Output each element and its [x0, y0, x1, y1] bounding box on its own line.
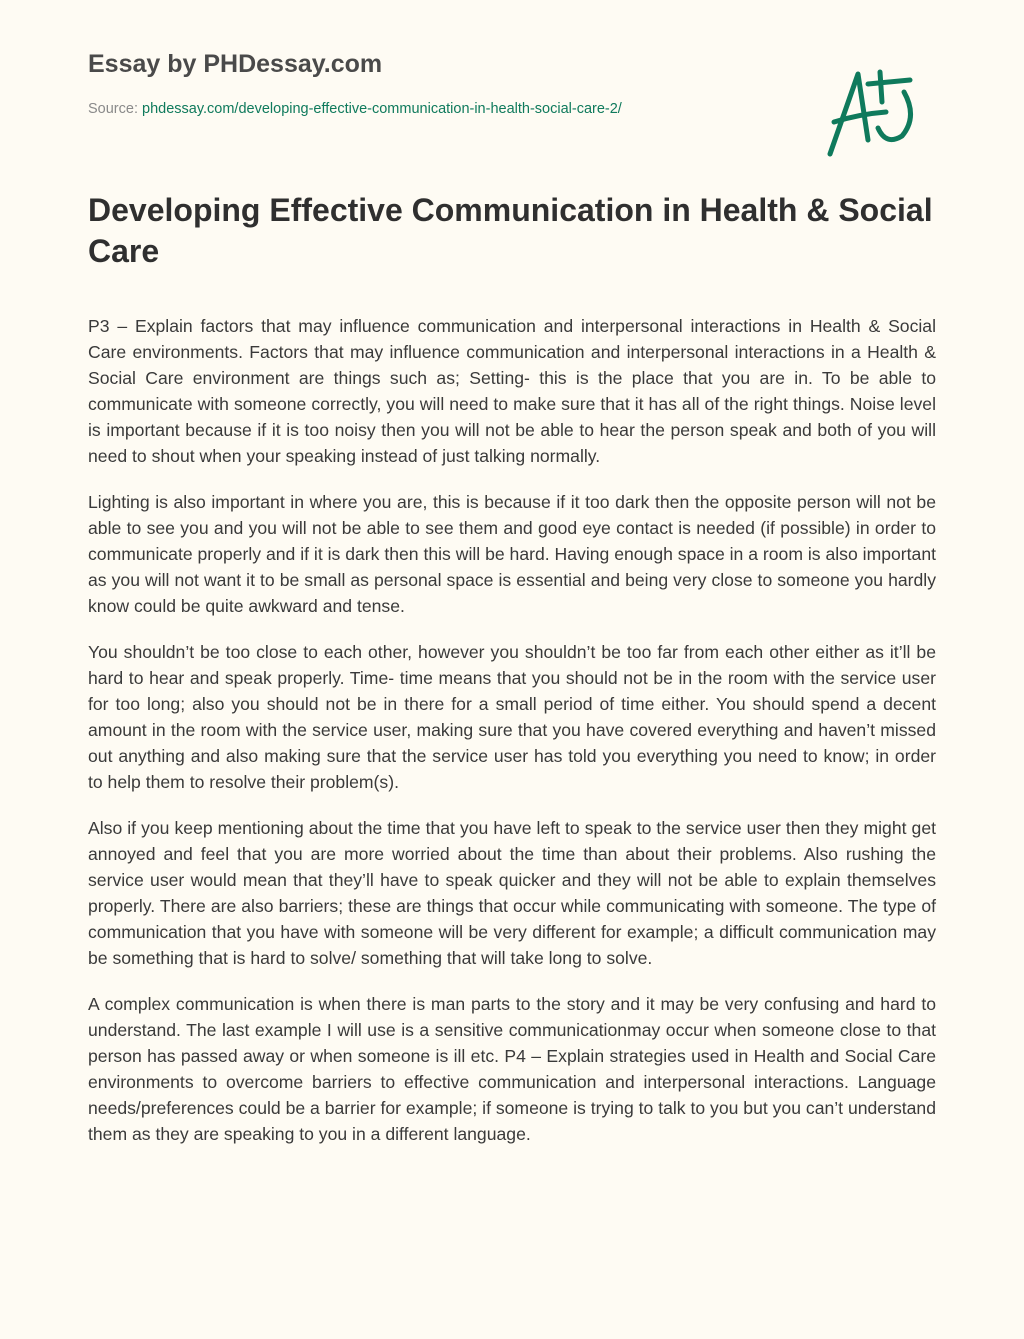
essay-title: Developing Effective Communication in Health & Social Care	[88, 192, 933, 269]
paragraph: A complex communication is when there is man parts to the story and it may be very confusing and hard to understand. The last example I will use is a sensitive communicationmay occur when someone close to that person has passed away or when someone is ill etc. P4 – Explain strategies used in Health and Social Care environments to overcome barriers to effective communication and interpersonal interactions. Language needs/preferences could be a barrier for example; if someone is trying to talk to you but you can’t understand them as they are speaking to you in a different language.	[88, 994, 936, 1144]
site-brand: Essay by PHDessay.com	[88, 50, 383, 78]
paragraph: P3 – Explain factors that may influence communication and interpersonal interactions in Health & Social Care environments. Factors that may influence communication and interpersonal interactions in a Health & Social Care environment are things such as; Setting- this is the place that you are in. To be able to communicate with someone correctly, you will need to make sure that it has all of the right things. Noise level is important because if it is too noisy then you will not be able to hear the person speak and both of you will need to shout when your speaking instead of just talking normally.	[88, 316, 936, 466]
paragraph: Lighting is also important in where you are, this is because if it too dark then the opposite person will not be able to see you and you will not be able to see them and good eye contact is needed (if possible) in order to communicate properly and if it is dark then this will be hard. Having enough space in a room is also important as you will not want it to be small as personal space is essential and being very close to someone you hardly know could be quite awkward and tense.	[88, 492, 936, 616]
paragraph: You shouldn’t be too close to each other, however you shouldn’t be too far from each other either as it’ll be hard to hear and speak properly. Time- time means that you should not be in the room with the service user for too long; also you should not be in there for a small period of time either. You should spend a decent amount in the room with the service user, making sure that you have covered everything and haven’t missed out anything and also making sure that the service user has told you everything you need to know; in order to help them to resolve their problem(s).	[88, 642, 936, 792]
essay-body	[88, 313, 936, 1167]
source-label: Source:	[88, 101, 138, 117]
a-plus-logo-icon	[820, 62, 930, 162]
source-line	[88, 101, 622, 117]
source-link[interactable]: phdessay.com/developing-effective-communication-in-health-social-care-2/	[142, 101, 622, 117]
paragraph: Also if you keep mentioning about the time that you have left to speak to the service user then they might get annoyed and feel that you are more worried about the time than about their problems. Also rushing the service user would mean that they’ll have to speak quicker and they will not be able to explain themselves properly. There are also barriers; these are things that occur while communicating with someone. The type of communication that you have with someone will be very different for example; a difficult communication may be something that is hard to solve/ something that will take long to solve.	[88, 818, 936, 968]
